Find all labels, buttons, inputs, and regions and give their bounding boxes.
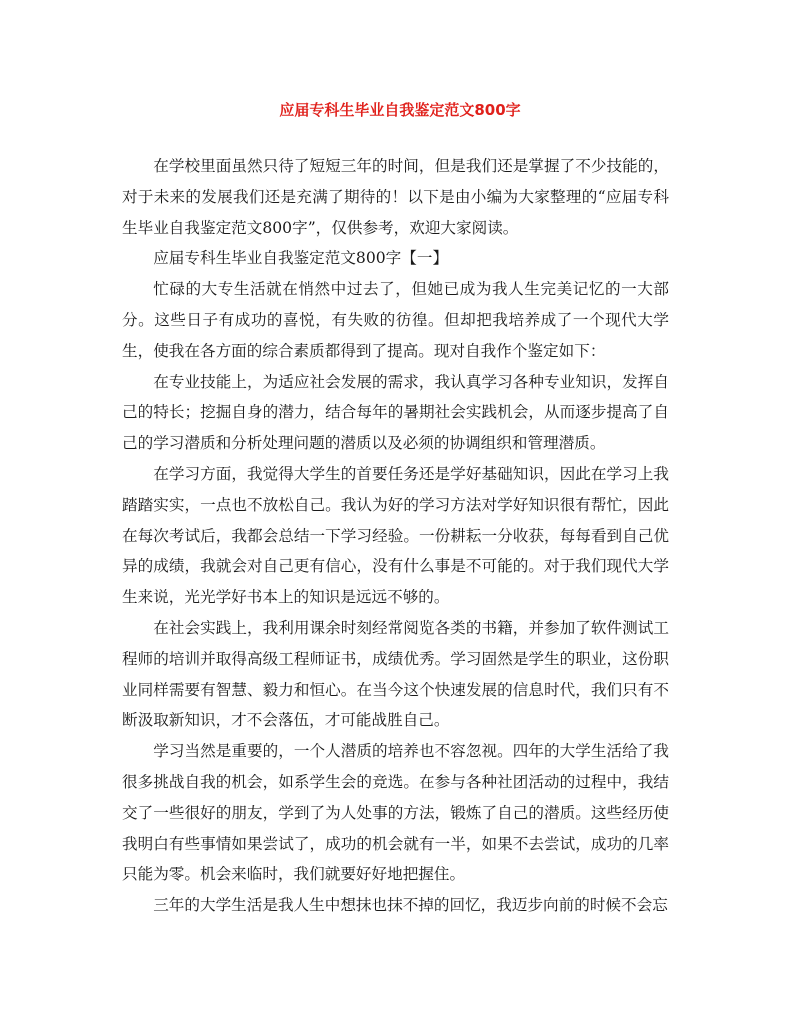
intro-paragraph: 在学校里面虽然只待了短短三年的时间，但是我们还是掌握了不少技能的，对于未来的发展我们还是充满了期待的！以下是由小编为大家整理的“应届专科生毕业自我鉴定范文800字”，仅供参考，欢迎大家阅读。: [122, 157, 669, 237]
document-title: 应届专科生毕业自我鉴定范文800字: [279, 101, 521, 119]
body-paragraph: 学习当然是重要的，一个人潜质的培养也不容忽视。四年的大学生活给了我很多挑战自我的机会，如系学生会的竞选。在参与各种社团活动的过程中，我结交了一些很好的朋友，学到了为人处事的方法，锻炼了自己的潜质。这些经历使我明白有些事情如果尝试了，成功的机会就有一半，如果不去尝试，成功的几率只能为零。机会来临时，我们就要好好地把握住。: [122, 742, 669, 884]
body-paragraph: 在社会实践上，我利用课余时刻经常阅览各类的书籍，并参加了软件测试工程师的培训并取得高级工程师证书，成绩优秀。学习固然是学生的职业，这份职业同样需要有智慧、毅力和恒心。在当今这个快速发展的信息时代，我们只有不断汲取新知识，才不会落伍，才可能战胜自己。: [122, 618, 669, 730]
body-paragraph: 在专业技能上，为适应社会发展的需求，我认真学习各种专业知识，发挥自己的特长；挖掘自身的潜力，结合每年的暑期社会实践机会，从而逐步提高了自己的学习潜质和分析处理问题的潜质以及必须的协调组织和管理潜质。: [122, 372, 669, 453]
body-paragraph: 在学习方面，我觉得大学生的首要任务还是学好基础知识，因此在学习上我踏踏实实，一点也不放松自己。我认为好的学习方法对学好知识很有帮忙，因此在每次考试后，我都会总结一下学习经验。一份耕耘一分收获，每每看到自己优异的成绩，我就会对自己更有信心，没有什么事是不可能的。对于我们现代大学生来说，光光学好书本上的知识是远远不够的。: [122, 464, 669, 607]
section-heading: 应届专科生毕业自我鉴定范文800字【一】: [153, 249, 449, 268]
body-paragraph: 忙碌的大专生活就在悄然中过去了，但她已成为我人生完美记忆的一大部分。这些日子有成功的喜悦，有失败的彷徨。但却把我培养成了一个现代大学生，使我在各方面的综合素质都得到了提高。现对自我作个鉴定如下：: [122, 280, 669, 360]
body-paragraph-truncated: 三年的大学生活是我人生中想抹也抹不掉的回忆，我迈步向前的时候不会忘: [153, 896, 668, 915]
document-body: [122, 151, 669, 921]
